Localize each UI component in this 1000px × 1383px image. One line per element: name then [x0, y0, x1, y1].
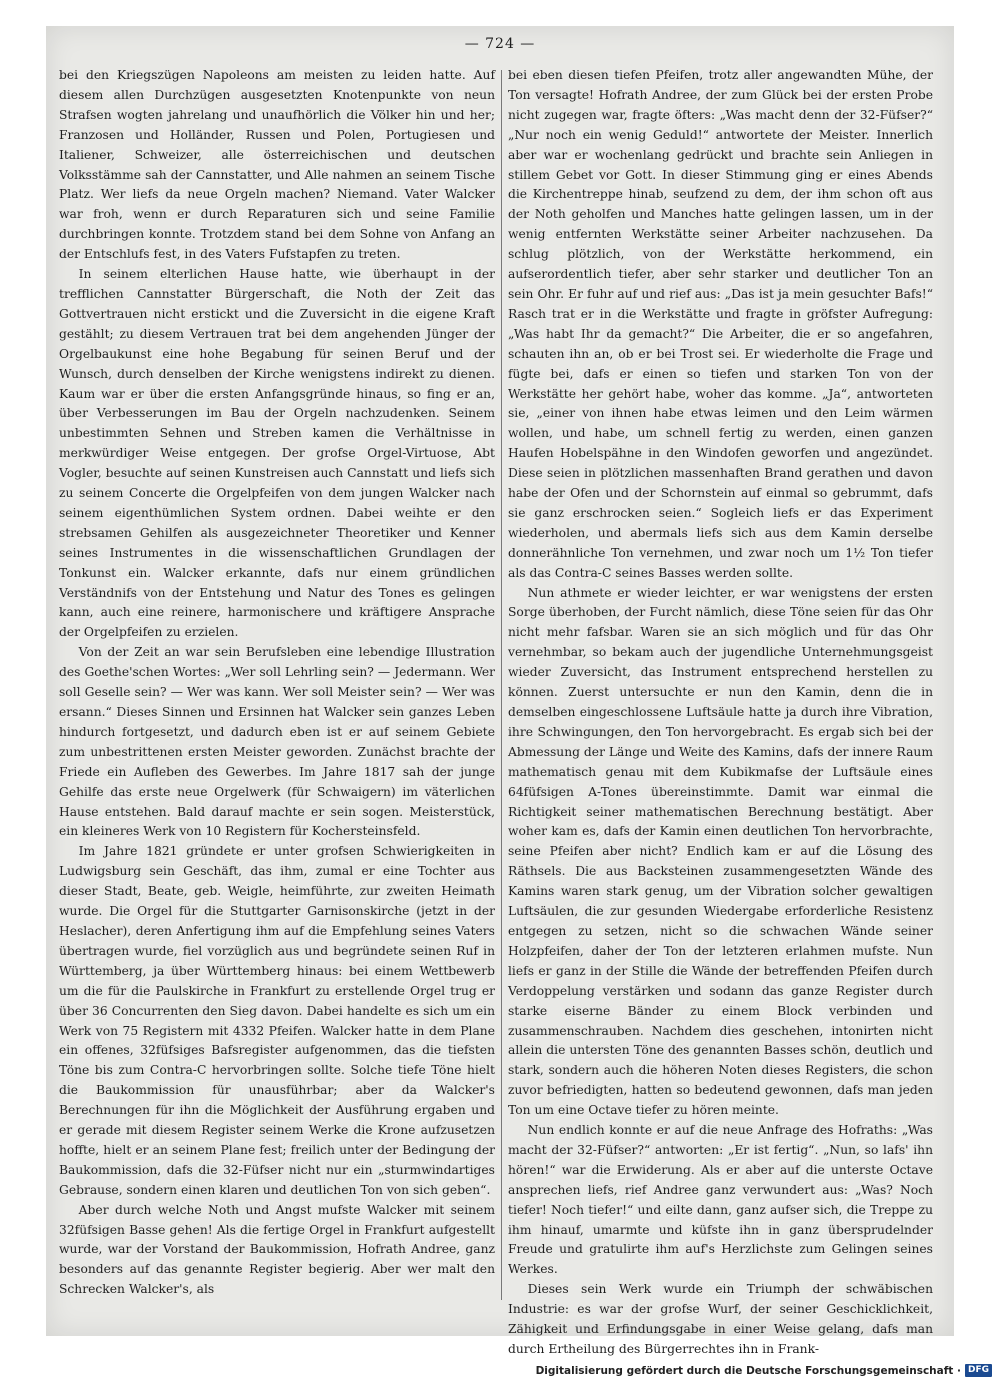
paragraph: bei eben diesen tiefen Pfeifen, trotz aller angewandten Mühe, der Ton versagte! Hofrath Andree, der zum Glück bei der ersten Probe nicht zugegen war, fragte öfters: „Was macht denn der 32-Füfser?“ „Nur noch ein wenig Geduld!“ antwortete der Meister. Innerlich aber war er wochenlang gedrückt und brachte sein Anliegen in stillem Gebet vor Gott. In dieser Stimmung ging er eines Abends die Kirchentreppe hinab, seufzend zu dem, der ihm schon oft aus der Noth geholfen und Manches hatte gelingen lassen, um in der wenig entfernten Werkstätte seiner Arbeiter nachzusehen. Da schlug plötzlich, von der Werkstätte herkommend, ein aufserordentlich tiefer, aber sehr starker und deutlicher Ton an sein Ohr. Er fuhr auf und rief aus: „Das ist ja mein gesuchter Bafs!“ Rasch trat er in die Werkstätte und fragte in gröfster Aufregung: „Was habt Ihr da gemacht?“ Die Arbeiter, die er so angefahren, schauten ihn an, ob er bei Trost sei. Er wiederholte die Frage und fügte bei, dafs er einen so tiefen und starken Ton von der Werkstätte her gehört habe, woher das komme. „Ja“, antworteten sie, „einer von ihnen habe etwas leimen und den Leim wärmen wollen, und habe, um schnell fertig zu werden, einen ganzen Haufen Hobelspähne in den Windofen geworfen und angezündet. Diese seien in plötzlichen massenhaften Brand gerathen und davon habe der Ofen und der Schornstein auf einmal so gebrummt, dafs sie ganz erschrocken seien.“ Sogleich liefs er das Experiment wiederholen, und abermals liefs sich aus dem Kamin derselbe donnerähnliche Ton vernehmen, und zwar noch um 1½ Ton tiefer als das Contra-C seines Basses werden sollte. — [508, 68, 933, 580]
paragraph: Nun athmete er wieder leichter, er war wenigstens der ersten Sorge überhoben, der Furcht nämlich, diese Töne seien für das Ohr nicht mehr fafsbar. Waren sie an sich möglich und für das Ohr vernehmbar, so bekam auch der jugendliche Unternehmungsgeist wieder Zuversicht, das Instrument entsprechend herstellen zu können. Zuerst untersuchte er nun den Kamin, denn die in demselben eingeschlossene Luftsäule hatte ja durch ihre Vibration, ihre Schwingungen, den Ton hervorgebracht. Es ergab sich bei der Abmessung der Länge und Weite des Kamins, dafs der innere Raum mathematisch genau mit dem Kubikmafse der Luftsäule eines 64füfsigen A-Tones übereinstimmte. Damit war einmal die Richtigkeit seiner mathematischen Berechnung bestätigt. Aber woher kam es, dafs der Kamin einen deutlichen Ton hervorbrachte, seine Pfeifen aber nicht? Endlich kam er auf die Lösung des Räthsels. Die aus Backsteinen zusammengesetzten Wände des Kamins waren stark genug, um der Vibration solcher gewaltigen Luftsäulen, die zur gesunden Wiedergabe erforderliche Resistenz entgegen zu setzen, nicht so die schwachen Wände seiner Holzpfeifen, daher der Ton der letzteren erlahmen mufste. Nun liefs er ganz in der Stille die Wände der betreffenden Pfeifen durch Verdoppelung verstärken und sodann das ganze Register durch starke eiserne Bänder zu einem Block verbinden und zusammenschrauben. Nachdem dies geschehen, intonirten nicht allein die untersten Töne des genannten Basses schön, deutlich und stark, sondern auch die höheren Noten dieses Registers, die schon zuvor befriedigten, hatten so bedeutend gewonnen, dafs man jeden Ton um eine Octave tiefer zu hören meinte. — [508, 585, 933, 1118]
dfg-logo-icon: DFG — [965, 1364, 992, 1377]
paragraph: Dieses sein Werk wurde ein Triumph der schwäbischen Industrie: es war der grofse Wurf, der seiner Geschicklichkeit, Zähigkeit und Erfindungsgabe in einer Weise gelang, dafs man durch Ertheilung des Bürgerrechtes ihn in Frank- — [508, 1282, 933, 1356]
scanned-page — [46, 26, 954, 1356]
paragraph: Aber durch welche Noth und Angst mufste Walcker mit seinem 32füfsigen Basse gehen! Als die fertige Orgel in Frankfurt aufgestellt wurde, war der Vorstand der Baukommission, Hofrath Andree, ganz besonders auf das genannte Register begierig. Aber wer malt den Schrecken Walcker's, als — [59, 1202, 495, 1297]
text-column-right — [508, 66, 933, 1360]
paragraph: Im Jahre 1821 gründete er unter grofsen Schwierigkeiten in Ludwigsburg sein Geschäft, das ihm, zumal er eine Tochter aus dieser Stadt, Beate, geb. Weigle, heimführte, zur zweiten Heimath wurde. Die Orgel für die Stuttgarter Garnisonskirche (jetzt in der Heslacher), deren Anfertigung ihm auf die Empfehlung seines Vaters übertragen wurde, fiel vorzüglich aus und begründete seinen Ruf in Württemberg, ja über Württemberg hinaus: bei einem Wettbewerb um die für die Paulskirche in Frankfurt zu erstellende Orgel trug er über 36 Concurrenten den Sieg davon. Dabei handelte es sich um ein Werk von 75 Registern mit 4332 Pfeifen. Walcker hatte in dem Plane ein offenes, 32füfsiges Bafsregister aufgenommen, das die tiefsten Töne bis zum Contra-C hervorbringen sollte. Solche tiefe Töne hielt die Baukommission für unausführbar; aber da Walcker's Berechnungen für ihn die Möglichkeit der Ausführung ergaben und er gerade mit diesem Register seinem Werke die Krone aufzusetzen hoffte, hielt er an seinem Plane fest; freilich unter der Bedingung der Baukommission, dafs die 32-Füfser nicht nur ein „sturmwindartiges Gebrause, sondern einen klaren und deutlichen Ton von sich geben“. — [59, 844, 495, 1197]
page-number: — 724 — — [464, 36, 536, 52]
funding-footer — [536, 1364, 992, 1377]
paragraph: Nun endlich konnte er auf die neue Anfrage des Hofraths: „Was macht der 32-Füfser?“ antworten: „Er ist fertig“. „Nun, so lafs' ihn hören!“ war die Erwiderung. Als er aber auf die unterste Octave ansprechen liefs, rief Andree ganz verwundert aus: „Was? Noch tiefer! Noch tiefer!“ und eilte dann, ganz aufser sich, die Treppe zu ihm hinauf, umarmte und küfste ihn in ganz übersprudelnder Freude und gratulirte ihm auf's Herzlichste zum Gelingen seines Werkes. — [508, 1123, 933, 1277]
paragraph: Von der Zeit an war sein Berufsleben eine lebendige Illustration des Goethe'schen Wortes: „Wer soll Lehrling sein? — Jedermann. Wer soll Geselle sein? — Wer was kann. Wer soll Meister sein? — Wer was ersann.“ Dieses Sinnen und Ersinnen hat Walcker sein ganzes Leben hindurch fortgesetzt, und dadurch eben ist er auf seinem Gebiete zum unbestrittenen ersten Meister geworden. Zunächst brachte der Friede ein Aufleben des Gewerbes. Im Jahre 1817 sah der junge Gehilfe das erste neue Orgelwerk (für Schwaigern) im väterlichen Hause entstehen. Bald darauf machte er sein sogen. Meisterstück, ein kleineres Werk von 10 Registern für Kochersteinsfeld. — [59, 645, 495, 839]
text-column-left — [59, 66, 495, 1300]
paragraph: In seinem elterlichen Hause hatte, wie überhaupt in der trefflichen Cannstatter Bürgerschaft, die Noth der Zeit das Gottvertrauen nicht erstickt und die Zuversicht in die eigene Kraft gestählt; zu diesem Vertrauen trat bei dem angehenden Jünger der Orgelbaukunst eine hohe Begabung für seinen Beruf und der Wunsch, durch denselben der Kirche wenigstens indirekt zu dienen. Kaum war er über die ersten Anfangsgründe hinaus, so fing er an, über Verbesserungen im Bau der Orgeln nachzudenken. Seinem unbestimmten Sehnen und Streben kamen die Verhältnisse in merkwürdiger Weise entgegen. Der grofse Orgel-Virtuose, Abt Vogler, besuchte auf seinen Kunstreisen auch Cannstatt und liefs sich zu seinem Concerte die Orgelpfeifen von dem jungen Walcker nach seinem eigenthümlichen System ordnen. Dabei weihte er den strebsamen Gehilfen als ausgezeichneter Theoretiker und Kenner seines Instrumentes in die wissenschaftlichen Grundlagen der Tonkunst ein. Walcker erkannte, dafs nur einem gründlichen Verständnifs von der Entstehung und Natur des Tones es gelingen kann, auch eine reinere, harmonischere und kräftigere Ansprache der Orgelpfeifen zu erzielen. — [59, 267, 495, 640]
funding-notice: Digitalisierung gefördert durch die Deutsche Forschungsgemeinschaft · — [535, 1364, 961, 1377]
column-divider — [501, 70, 502, 1300]
paragraph: bei den Kriegszügen Napoleons am meisten zu leiden hatte. Auf diesem allen Durchzügen ausgesetzten Knotenpunkte von neun Strafsen wogten jahrelang und unaufhörlich die Völker hin und her; Franzosen und Holländer, Russen und Polen, Portugiesen und Italiener, Schweizer, alle österreichischen und deutschen Volksstämme sah der Cannstatter, und Alle nahmen an seinem Tische Platz. Wer liefs da neue Orgeln machen? Niemand. Vater Walcker war froh, wenn er durch Reparaturen sich und seine Familie durchbringen konnte. Trotzdem stand bei dem Sohne von Anfang an der Entschlufs fest, in des Vaters Fufstapfen zu treten. — [59, 68, 495, 262]
